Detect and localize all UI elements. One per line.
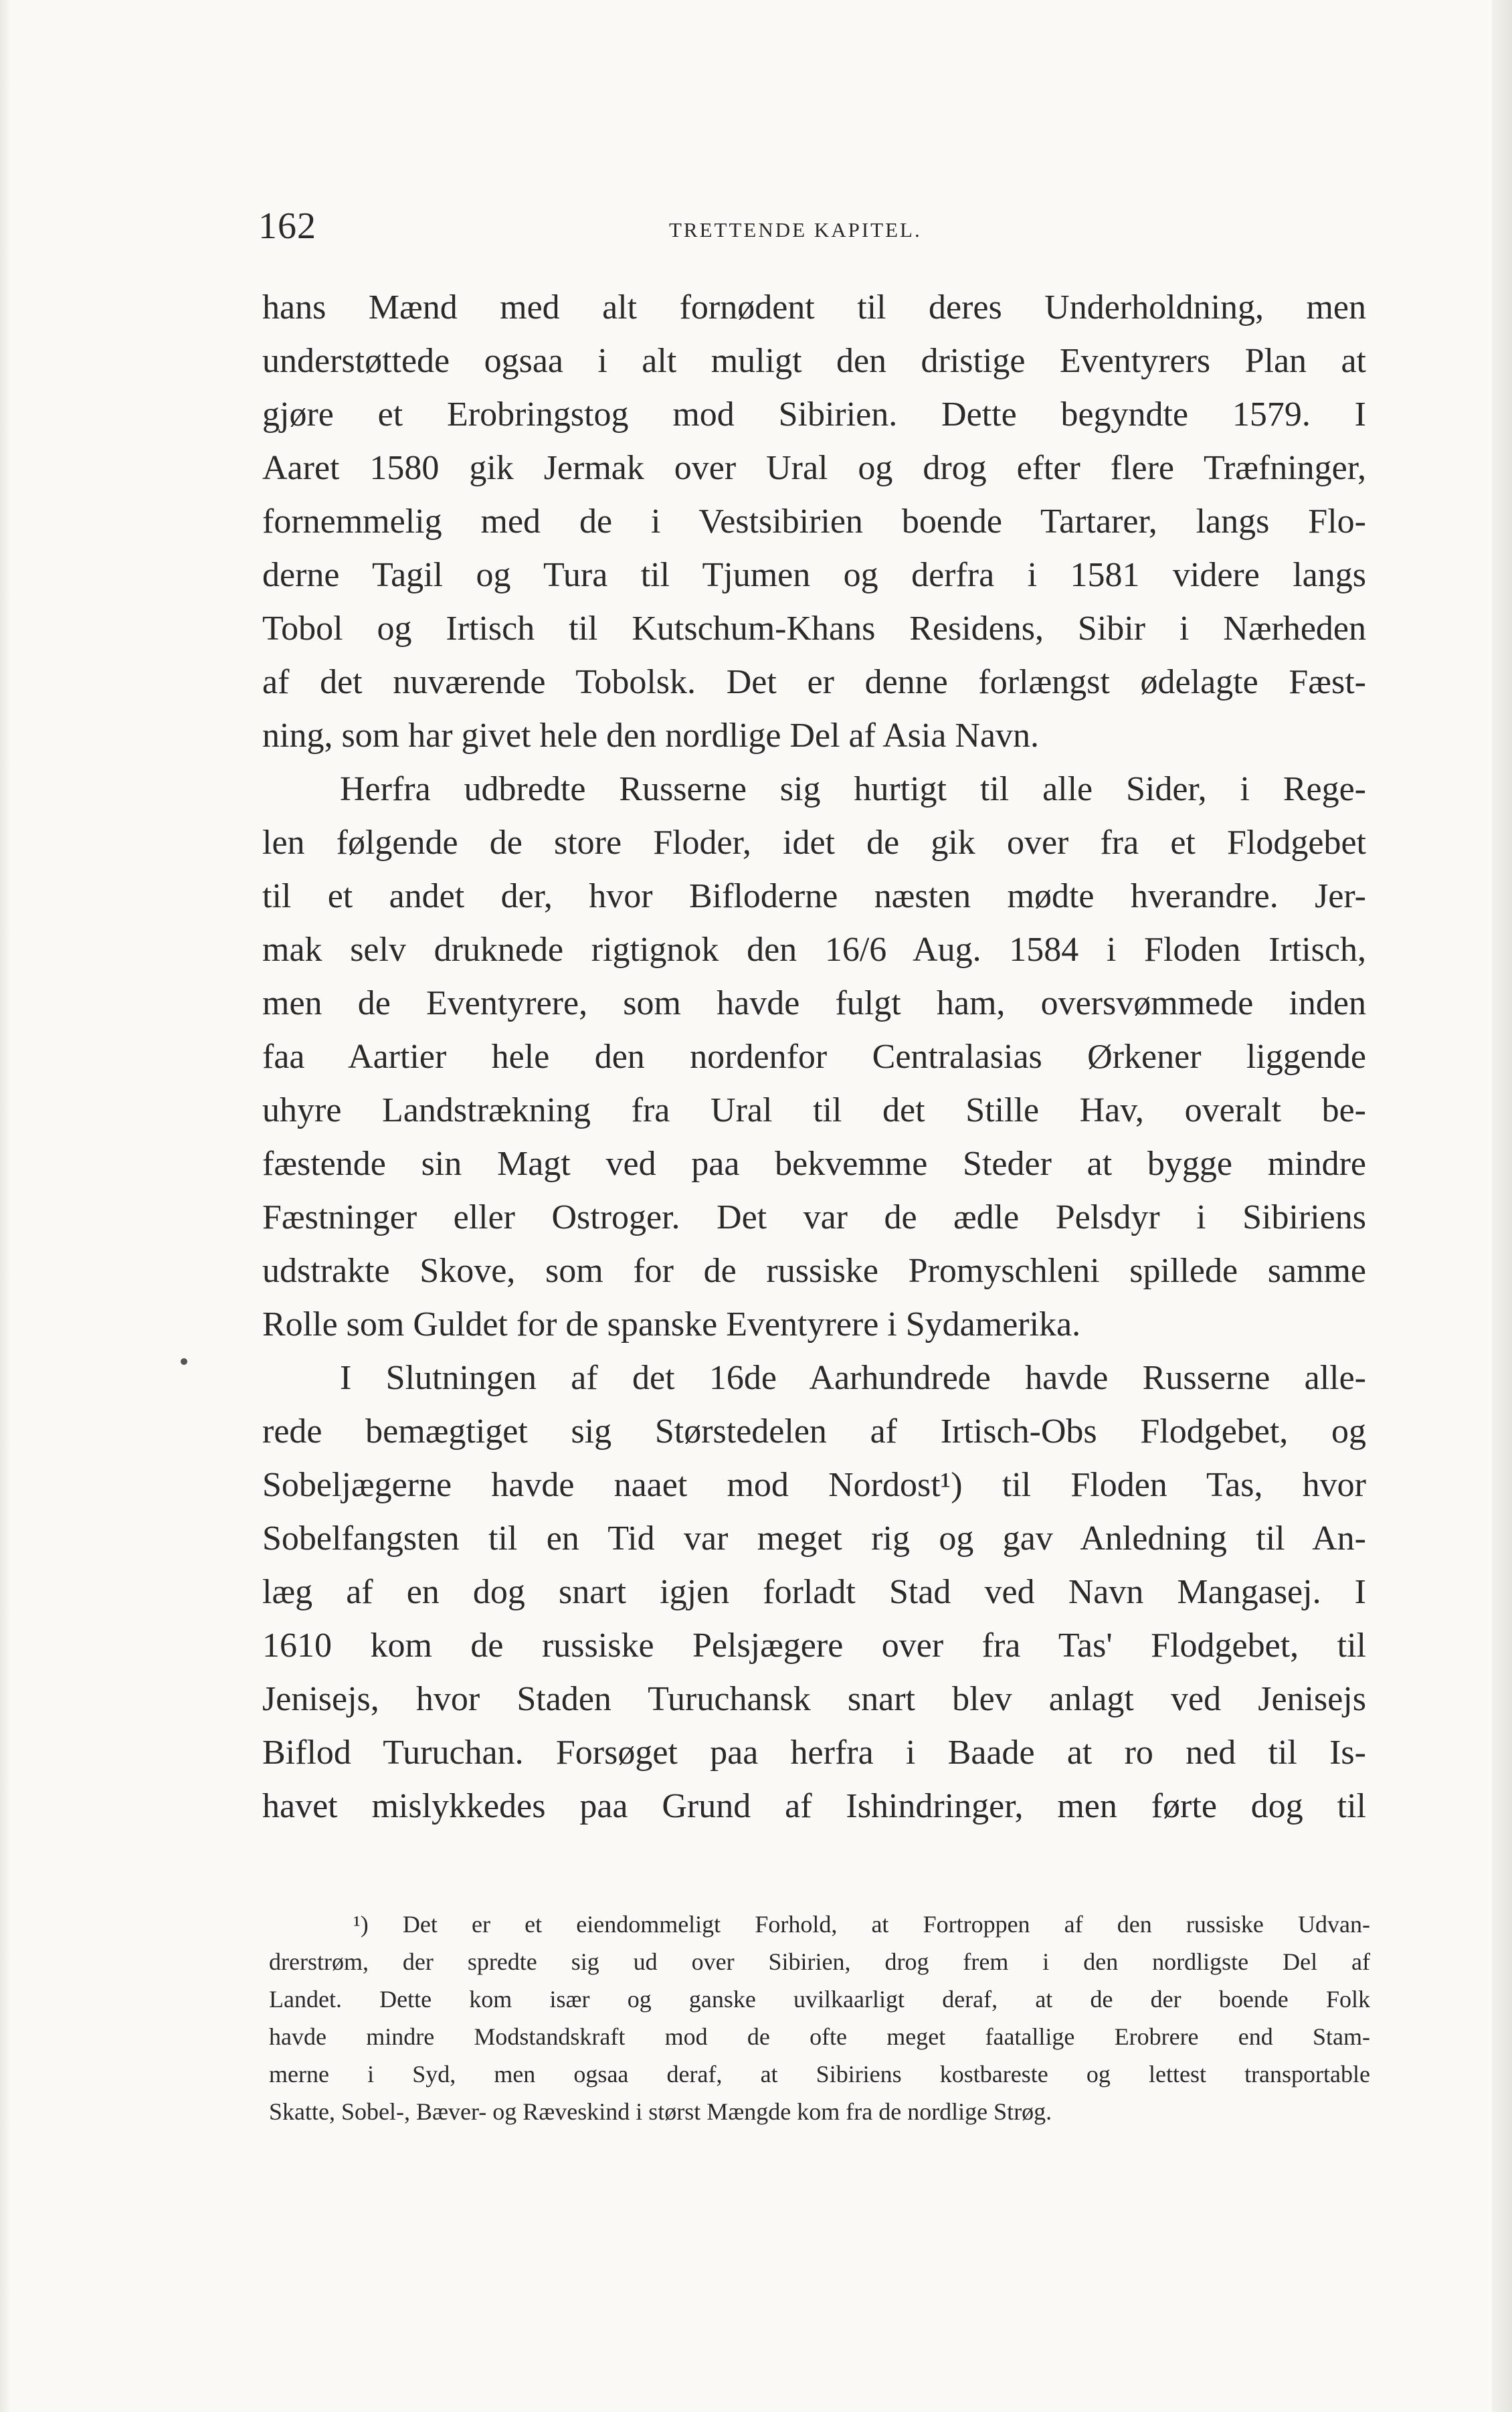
text-line: Aaret 1580 gik Jermak over Ural og drog efter flere Træfninger,: [262, 449, 1366, 487]
footnote-line: Skatte, Sobel-, Bæver- og Ræveskind i størst Mængde kom fra de nordlige Strøg.: [269, 2098, 1052, 2125]
text-line: understøttede ogsaa i alt muligt den dristige Eventyrers Plan at: [262, 342, 1366, 380]
text-line: Fæstninger eller Ostroger. Det var de ædle Pelsdyr i Sibiriens: [262, 1198, 1366, 1236]
text-line: faa Aartier hele den nordenfor Centralasias Ørkener liggende: [262, 1038, 1366, 1076]
text-line: Jenisejs, hvor Staden Turuchansk snart blev anlagt ved Jenisejs: [262, 1680, 1366, 1718]
text-line: mak selv druknede rigtignok den 16/6 Aug. 1584 i Floden Irtisch,: [262, 931, 1366, 969]
footnote-line: ¹) Det er et eiendommeligt Forhold, at Fortroppen af den russiske Udvan-: [353, 1911, 1370, 1938]
text-line: fæstende sin Magt ved paa bekvemme Steder at bygge mindre: [262, 1145, 1366, 1183]
text-line: Sobelfangsten til en Tid var meget rig og gav Anledning til An-: [262, 1519, 1366, 1558]
text-line: læg af en dog snart igjen forladt Stad ved Navn Mangasej. I: [262, 1573, 1366, 1611]
text-line: men de Eventyrere, som havde fulgt ham, oversvømmede inden: [262, 984, 1366, 1022]
text-line: len følgende de store Floder, idet de gik over fra et Flodgebet: [262, 824, 1366, 862]
page-right-edge: [1492, 0, 1512, 2412]
text-line: Herfra udbredte Russerne sig hurtigt til alle Sider, i Rege-: [340, 770, 1366, 808]
footnote-line: Landet. Dette kom især og ganske uvilkaarligt deraf, at de der boende Folk: [269, 1986, 1370, 2013]
ink-speck: [181, 1358, 187, 1365]
text-line: Sobeljægerne havde naaet mod Nordost¹) til Floden Tas, hvor: [262, 1466, 1366, 1504]
text-line: hans Mænd med alt fornødent til deres Underholdning, men: [262, 288, 1366, 327]
text-line: rede bemægtiget sig Størstedelen af Irtisch-Obs Flodgebet, og: [262, 1412, 1366, 1451]
footnote: [269, 1906, 1370, 2130]
main-text: [262, 281, 1366, 1833]
text-line: til et andet der, hvor Bifloderne næsten mødte hverandre. Jer-: [262, 877, 1366, 915]
text-line: Biflod Turuchan. Forsøget paa herfra i Baade at ro ned til Is-: [262, 1734, 1366, 1772]
text-line: af det nuværende Tobolsk. Det er denne forlængst ødelagte Fæst-: [262, 663, 1366, 701]
footnote-line: havde mindre Modstandskraft mod de ofte meget faatallige Erobrere end Stam-: [269, 2023, 1370, 2050]
text-line: 1610 kom de russiske Pelsjægere over fra Tas' Flodgebet, til: [262, 1627, 1366, 1665]
page-number: 162: [258, 205, 316, 247]
text-line: uhyre Landstrækning fra Ural til det Stille Hav, overalt be-: [262, 1091, 1366, 1129]
text-line: Rolle som Guldet for de spanske Eventyrere i Sydamerika.: [262, 1305, 1081, 1343]
text-line: Tobol og Irtisch til Kutschum-Khans Residens, Sibir i Nærheden: [262, 610, 1366, 648]
text-line: udstrakte Skove, som for de russiske Promyschleni spillede samme: [262, 1252, 1366, 1290]
text-line: derne Tagil og Tura til Tjumen og derfra i 1581 videre langs: [262, 556, 1366, 594]
text-line: fornemmelig med de i Vestsibirien boende Tartarer, langs Flo-: [262, 502, 1366, 541]
footnote-line: drerstrøm, der spredte sig ud over Sibirien, drog frem i den nordligste Del af: [269, 1948, 1370, 1975]
text-line: ning, som har givet hele den nordlige Del af Asia Navn.: [262, 717, 1040, 755]
footnote-line: merne i Syd, men ogsaa deraf, at Sibiriens kostbareste og lettest transportable: [269, 2061, 1370, 2088]
running-title: TRETTENDE KAPITEL.: [669, 218, 922, 242]
text-line: gjøre et Erobringstog mod Sibirien. Dette begyndte 1579. I: [262, 395, 1366, 434]
text-line: I Slutningen af det 16de Aarhundrede havde Russerne alle-: [340, 1359, 1366, 1397]
text-line: havet mislykkedes paa Grund af Ishindringer, men førte dog til: [262, 1787, 1366, 1825]
page-left-edge: [0, 0, 9, 2412]
